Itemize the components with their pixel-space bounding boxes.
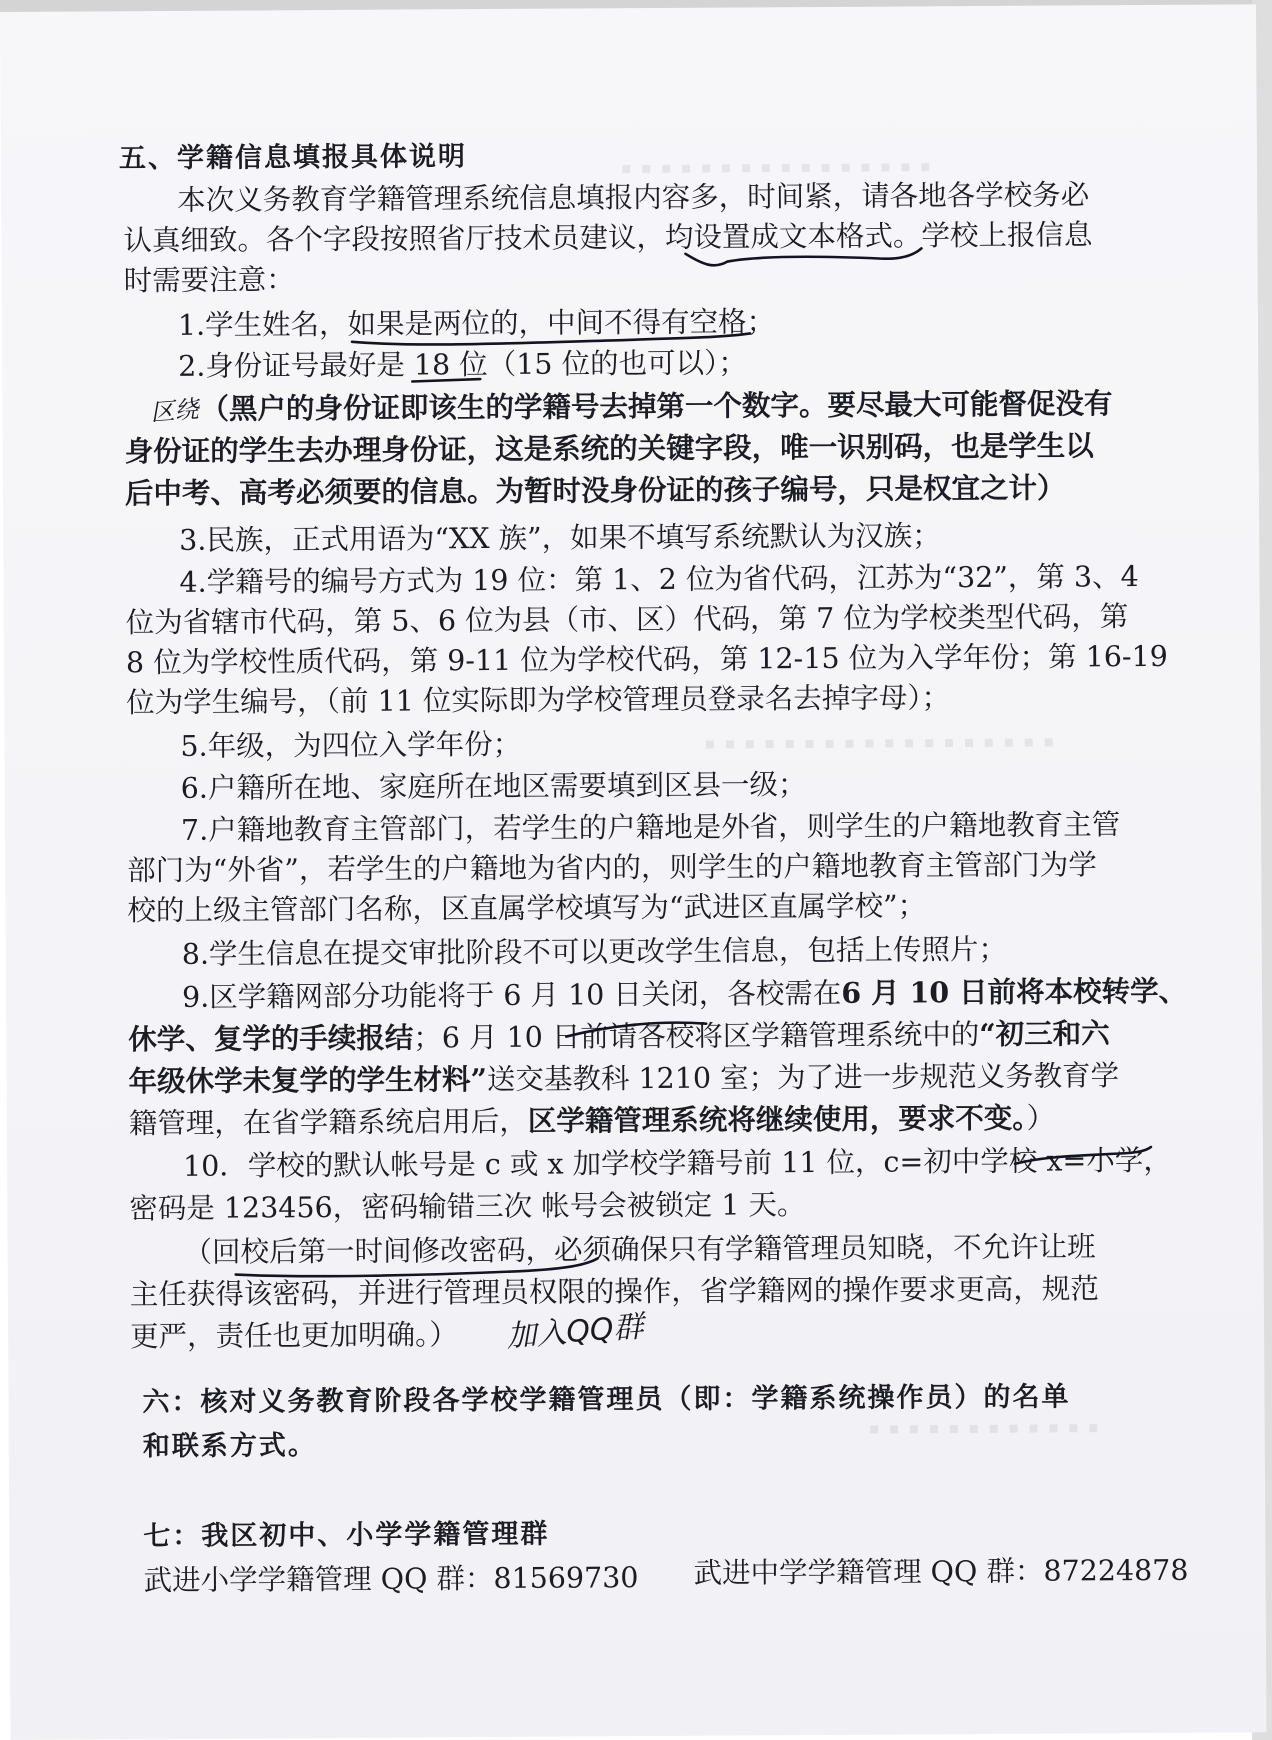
password-remark-line: （回校后第一时间修改密码，必须确保只有学籍管理员知晓，不允许让班 [183,1230,1096,1269]
item-9-bold-text: “初三和六 [979,1016,1110,1052]
item-2-note-line: 后中考、高考必须要的信息。为暂时没身份证的孩子编号，只是权宜之计） [124,470,1066,511]
item-6-region-rule: 6.户籍所在地、家庭所在地区需要填到区县一级； [180,768,807,805]
password-remark-line: 更严，责任也更加明确。） [129,1318,458,1354]
password-remark-line: 主任获得该密码，并进行管理员权限的操作，省学籍网的操作要求更高，规范 [129,1272,1099,1312]
handwritten-join-qq-note: 加入QQ群 [505,1309,645,1355]
scanned-page [0,4,1267,1740]
item-5-grade-rule: 5.年级，为四位入学年份； [180,727,522,763]
handwritten-margin-note: 区绕 [149,395,200,427]
section-6-heading: 和联系方式。 [142,1430,317,1463]
item-9-bold-text: 6 月 10 日前将本校转学、 [841,973,1188,1010]
primary-school-qq-group: 武进小学学籍管理 QQ 群：81569730 [143,1561,639,1598]
item-4-line: 位为省辖市代码，第 5、6 位为县（市、区）代码，第 7 位为学校类型代码，第 [125,600,1129,640]
item-4-line: 4.学籍号的编号方式为 19 位：第 1、2 位为省代码，江苏为“32”，第 3、4 [179,560,1139,599]
item-2-note-line: 身份证的学生去办理身份证，这是系统的关键字段，唯一识别码，也是学生以 [124,428,1094,469]
item-3-ethnicity-rule: 3.民族，正式用语为“XX 族”，如果不填写系统默认为汉族； [179,519,941,557]
intro-line: 时需要注意： [123,263,295,298]
item-9-text: 送交基教科 1210 室；为了进一步规范义务教育学 [486,1059,1120,1097]
item-9-text: 籍管理，在省学籍系统启用后， [128,1104,528,1141]
bleed-through-text: ▪ ▪ ▪ ▪ ▪ ▪ ▪ ▪ ▪ ▪ ▪ ▪ ▪ ▪ ▪ ▪ [620,156,933,178]
middle-school-qq-group: 武进中学学籍管理 QQ 群：87224878 [693,1553,1189,1590]
item-7-line: 7.户籍地教育主管部门，若学生的户籍地是外省，则学生的户籍地教育主管 [180,808,1121,847]
intro-line: 认真细致。各个字段按照省厅技术员建议，均设置成文本格式。学校上报信息 [123,218,1093,258]
intro-line: 本次义务教育学籍管理系统信息填报内容多，时间紧，请各地各学校务必 [177,178,1090,217]
item-9-line-2 [128,1013,1110,1060]
item-4-line: 8 位为学校性质代码，第 9-11 位为学校代码，第 12-15 位为入学年份；第 16-19 [125,639,1168,680]
section-6-heading: 六：核对义务教育阶段各学校学籍管理员（即：学籍系统操作员）的名单 [142,1381,1071,1419]
item-10-line: 密码是 123456，密码输错三次 帐号会被锁定 1 天。 [129,1188,806,1226]
item-9-line-1 [182,971,1187,1018]
item-7-line: 校的上级主管部门名称，区直属学校填写为“武进区直属学校”； [127,889,927,928]
item-10-line: 10．学校的默认帐号是 c 或 x 加学校学籍号前 11 位，c=初中学校 x=小学， [182,1143,1172,1183]
item-2-id-rule: 2.身份证号最好是 18 位（15 位的也可以）； [178,346,747,383]
section-5-heading: 五、学籍信息填报具体说明 [118,141,467,175]
item-9-text: ；6 月 10 日前请各校将区学籍管理系统中的 [413,1018,980,1055]
item-2-note-line: （黑户的身份证即该生的学籍号去掉第一个数字。要尽最大可能督促没有 [200,386,1113,426]
item-1-name-rule: 1.学生姓名，如果是两位的，中间不得有空格； [177,305,776,342]
item-8-submission-rule: 8.学生信息在提交审批阶段不可以更改学生信息，包括上传照片； [181,932,1008,971]
item-9-bold-text: 区学籍管理系统将继续使用，要求不变。 [527,1100,1027,1138]
item-4-line: 位为学生编号，（前 11 位实际即为学校管理员登录名去掉字母）； [126,681,951,720]
item-9-bold-text: 年级休学未复学的学生材料” [128,1062,488,1099]
section-7-heading: 七：我区初中、小学学籍管理群 [143,1518,550,1553]
item-9-line-4 [129,1098,1056,1145]
item-7-line: 部门为“外省”，若学生的户籍地为省内的，则学生的户籍地教育主管部门为学 [127,848,1097,888]
bleed-through-text: ▪ ▪ ▪ ▪ ▪ ▪ ▪ ▪ ▪ ▪ ▪ ▪ [868,1417,1101,1438]
item-9-text: 9.区学籍网部分功能将于 6 月 10 日关闭，各校需在 [181,976,842,1014]
item-9-text: ） [1026,1101,1056,1135]
item-9-bold-text: 休学、复学的手续报结 [128,1020,414,1057]
bleed-through-text: ▪ ▪ ▪ ▪ ▪ ▪ ▪ ▪ ▪ ▪ ▪ ▪ ▪ ▪ ▪ ▪ ▪ ▪ [704,731,1057,753]
item-9-line-3 [128,1055,1119,1102]
